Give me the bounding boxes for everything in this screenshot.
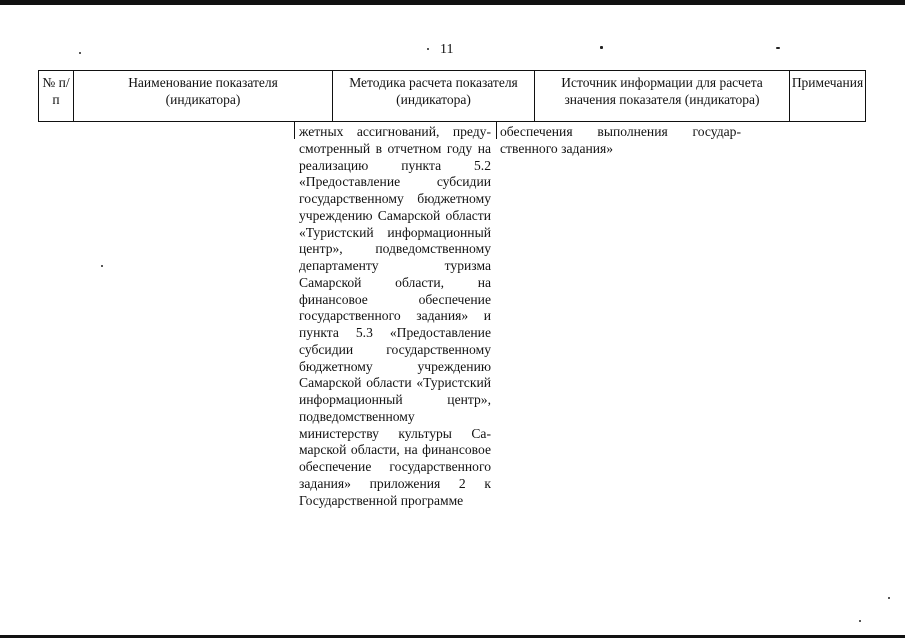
column-divider [294, 121, 295, 139]
scan-speck [776, 47, 780, 49]
header-information-source: Источник информации для расчета значения показателя (индикатора) [534, 70, 789, 122]
table-header-row [38, 70, 866, 122]
header-indicator-name: Наименование показателя (индикатора) [73, 70, 332, 122]
scan-speck [600, 46, 603, 49]
page-number: 11 [440, 42, 454, 57]
scan-speck [101, 265, 103, 267]
header-notes: Примечания [789, 70, 866, 122]
scan-speck [427, 48, 429, 50]
row-calculation-method: жетных ассигнований, предусмотренный в отчетном году на реализацию пункта 5.2 «Предоставление субсидии государственному бюджетному учреждению Самарской области «Туристский информационный центр», подведомственному департаменту туризма Самарской области, на финансовое обеспечение государственного задания» и пункта 5.3 «Предоставление субсидии государственному бюджетному учреждению Самарской области «Туристский информационный центр», подведомственному министерству культуры Самарской области, на финансовое обеспечение государственного задания» приложения 2 к Государственной программе [299, 124, 491, 508]
column-divider [496, 121, 497, 139]
scan-speck [859, 620, 861, 622]
scan-top-border [0, 0, 905, 5]
scan-speck [79, 52, 81, 54]
header-number: № п/п [38, 70, 73, 122]
scan-speck [888, 597, 890, 599]
scan-bottom-border [0, 635, 905, 638]
header-calculation-method: Методика расчета показателя (индикатора) [332, 70, 534, 122]
row-information-source: обеспечения выполнения государственного задания» [500, 124, 741, 156]
